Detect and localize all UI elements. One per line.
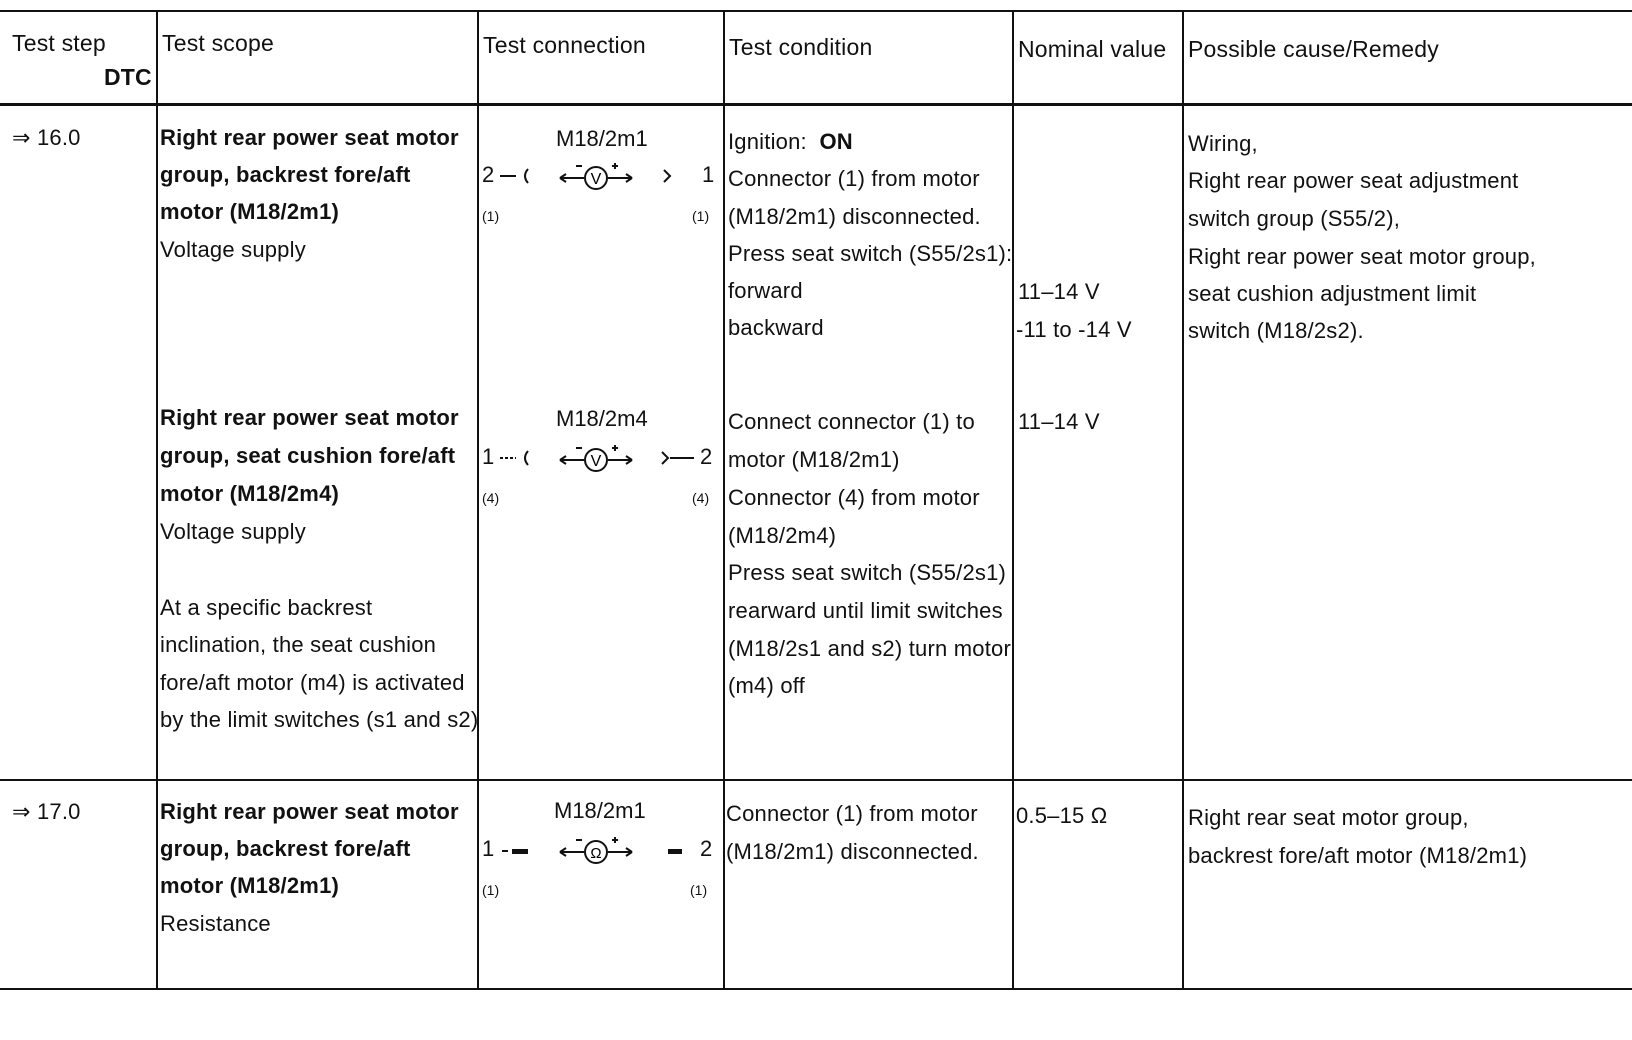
lead-wire-right — [664, 840, 700, 860]
left-connector: (1) — [482, 208, 500, 224]
right-connector: (1) — [692, 208, 710, 224]
scope-measure: Voltage supply — [160, 237, 306, 262]
meter-symbol: Ω — [590, 845, 602, 862]
scope-title-line: motor (M18/2m4) — [160, 481, 340, 506]
ignition-label: Ignition: — [728, 129, 807, 154]
scope-title-line: motor (M18/2m1) — [160, 873, 340, 898]
condition-line: (M18/2m1) disconnected. — [726, 839, 979, 864]
meter-symbol: V — [590, 453, 602, 470]
col-rule-4 — [1012, 12, 1014, 988]
condition-line: (M18/2m1) disconnected. — [728, 204, 981, 229]
lead-wire-right — [658, 166, 678, 186]
nominal-value: 0.5–15 Ω — [1016, 803, 1108, 828]
scope-measure: Resistance — [160, 911, 271, 936]
cause-line: switch group (S55/2), — [1188, 206, 1401, 231]
left-pin: 1 — [482, 444, 495, 469]
scope-note-line: by the limit switches (s1 and s2) — [160, 707, 479, 732]
voltmeter-icon — [558, 160, 648, 194]
condition-line: (m4) off — [728, 673, 805, 698]
motor-label: M18/2m1 — [556, 126, 648, 151]
test-connection-diagram — [478, 796, 726, 906]
cause-line: switch (M18/2s2). — [1188, 318, 1364, 343]
lead-wire-right — [658, 448, 702, 468]
test-connection-diagram — [478, 124, 726, 234]
condition-line: Connector (1) from motor — [726, 801, 978, 826]
nominal-value: 11–14 V — [1018, 409, 1100, 434]
left-connector: (1) — [482, 882, 500, 898]
nominal-value: -11 to -14 V — [1016, 317, 1132, 342]
table-top-rule — [0, 10, 1632, 12]
col-rule-1 — [156, 12, 158, 988]
condition-line: backward — [728, 315, 824, 340]
condition-line: motor (M18/2m1) — [728, 447, 900, 472]
condition-line: forward — [728, 278, 803, 303]
condition-line: Connector (1) from motor — [728, 166, 980, 191]
col-rule-5 — [1182, 12, 1184, 988]
test-step-16: ⇒ 16.0 — [12, 125, 81, 150]
cause-line: Right rear power seat adjustment — [1188, 168, 1519, 193]
lead-wire-left — [498, 166, 534, 186]
header-test-condition: Test condition — [729, 34, 873, 60]
test-connection-diagram — [478, 404, 726, 514]
scope-title-line: group, seat cushion fore/aft — [160, 443, 456, 468]
header-test-connection: Test connection — [483, 32, 646, 58]
meter-symbol: V — [590, 171, 602, 188]
voltmeter-icon — [558, 442, 648, 476]
right-connector: (4) — [692, 490, 710, 506]
right-connector: (1) — [690, 882, 708, 898]
cause-line: seat cushion adjustment limit — [1188, 281, 1477, 306]
right-pin: 2 — [700, 836, 713, 861]
motor-label: M18/2m1 — [554, 798, 646, 823]
scope-title-line: group, backrest fore/aft — [160, 162, 411, 187]
scope-title-line: Right rear power seat motor — [160, 799, 459, 824]
scope-measure: Voltage supply — [160, 519, 306, 544]
header-test-step: Test step — [12, 30, 106, 56]
table-bottom-rule — [0, 988, 1632, 990]
scope-title-line: Right rear power seat motor — [160, 125, 459, 150]
condition-ignition — [728, 122, 853, 161]
condition-line: rearward until limit switches — [728, 598, 1003, 623]
condition-line: (M18/2m4) — [728, 523, 837, 548]
row-divider-rule — [0, 779, 1632, 781]
left-connector: (4) — [482, 490, 500, 506]
header-bottom-rule — [0, 103, 1632, 106]
header-test-scope: Test scope — [162, 30, 274, 56]
condition-line: Connector (4) from motor — [728, 485, 980, 510]
header-possible-cause: Possible cause/Remedy — [1188, 36, 1439, 62]
ignition-value: ON — [819, 129, 853, 154]
motor-label: M18/2m4 — [556, 406, 648, 431]
right-pin: 1 — [702, 162, 715, 187]
condition-line: Press seat switch (S55/2s1): — [728, 241, 1013, 266]
cause-line: Right rear seat motor group, — [1188, 805, 1469, 830]
left-pin: 2 — [482, 162, 495, 187]
scope-note-line: inclination, the seat cushion — [160, 632, 437, 657]
scope-note-line: At a specific backrest — [160, 595, 373, 620]
test-step-17: ⇒ 17.0 — [12, 799, 81, 824]
scope-title-line: Right rear power seat motor — [160, 405, 459, 430]
cause-line: Wiring, — [1188, 131, 1258, 156]
header-dtc: DTC — [104, 64, 152, 90]
cause-line: Right rear power seat motor group, — [1188, 244, 1536, 269]
scope-title-line: group, backrest fore/aft — [160, 836, 411, 861]
header-nominal-value: Nominal value — [1018, 36, 1167, 62]
left-pin: 1 — [482, 836, 495, 861]
nominal-value: 11–14 V — [1018, 279, 1100, 304]
scope-note-line: fore/aft motor (m4) is activated — [160, 670, 465, 695]
ohmmeter-icon — [558, 834, 648, 868]
condition-line: Press seat switch (S55/2s1) — [728, 560, 1007, 585]
right-pin: 2 — [700, 444, 713, 469]
lead-wire-left — [498, 448, 534, 468]
scope-title-line: motor (M18/2m1) — [160, 199, 340, 224]
lead-wire-left — [498, 840, 534, 860]
condition-line: Connect connector (1) to — [728, 409, 975, 434]
cause-line: backrest fore/aft motor (M18/2m1) — [1188, 843, 1528, 868]
condition-line: (M18/2s1 and s2) turn motor — [728, 636, 1011, 661]
